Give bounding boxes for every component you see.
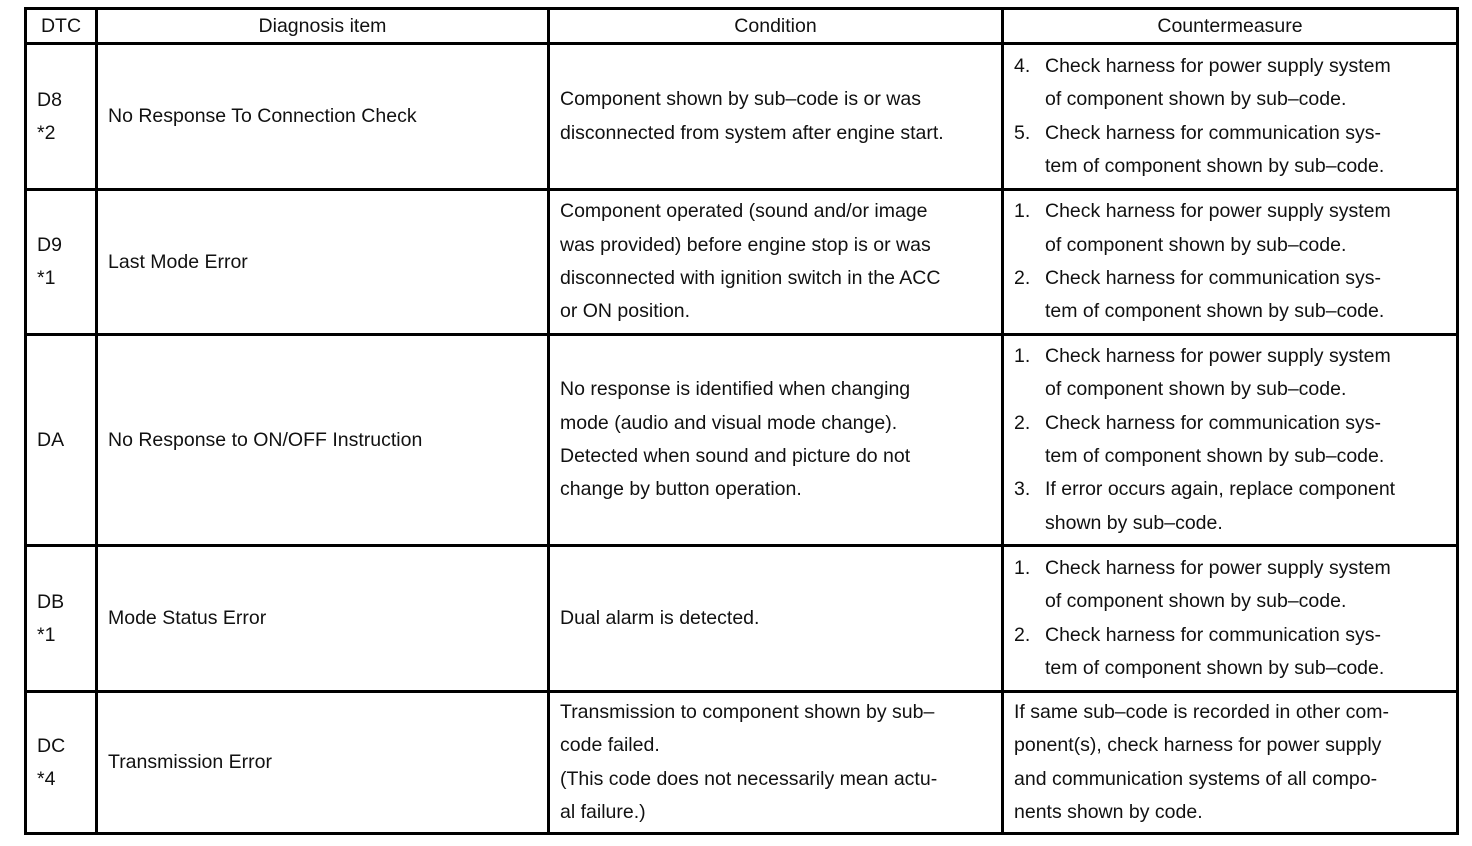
countermeasure-cell (1003, 335, 1458, 546)
condition-line: code failed. (560, 734, 660, 757)
step-line: tem of component shown by sub–code. (1045, 154, 1385, 177)
step-number: 2. (1014, 411, 1031, 434)
step-number: 2. (1014, 267, 1031, 289)
condition-cell (549, 190, 1003, 335)
dtc-cell (26, 190, 97, 335)
table-row (26, 190, 1458, 335)
dtc-cell (26, 44, 97, 190)
dtc-cell (26, 546, 97, 692)
step-line: tem of component shown by sub–code. (1045, 445, 1385, 467)
countermeasure-step (1014, 619, 1448, 686)
condition-cell (549, 692, 1003, 834)
step-line: shown by sub–code. (1045, 511, 1223, 534)
countermeasure-step (1014, 50, 1448, 117)
step-line: Check harness for power supply system (1045, 200, 1391, 223)
dtc-code: DC (37, 734, 66, 757)
step-line: Check harness for communication sys- (1045, 121, 1381, 144)
condition-line: Dual alarm is detected. (560, 606, 760, 629)
countermeasure-cell (1003, 44, 1458, 190)
dtc-code: D8 (37, 88, 62, 111)
condition-line: mode (audio and visual mode change). (560, 411, 898, 434)
header-dtc: DTC (26, 9, 97, 44)
header-row (26, 9, 1458, 44)
table-row (26, 692, 1458, 834)
step-line: of component shown by sub–code. (1045, 88, 1347, 111)
step-number: 1. (1014, 556, 1031, 579)
countermeasure-cell (1003, 546, 1458, 692)
table-row (26, 546, 1458, 692)
dtc-cell (26, 335, 97, 546)
step-line: Check harness for power supply system (1045, 345, 1391, 368)
step-line: tem of component shown by sub–code. (1045, 656, 1385, 679)
step-number: 5. (1014, 121, 1031, 144)
dtc-code: DB (37, 590, 65, 613)
step-line: of component shown by sub–code. (1045, 233, 1347, 256)
header-condition: Condition (549, 9, 1003, 44)
step-line: Check harness for power supply system (1045, 556, 1391, 579)
countermeasure-step (1014, 262, 1448, 329)
step-line: If error occurs again, replace component (1045, 478, 1396, 501)
condition-cell (549, 335, 1003, 546)
step-number: 1. (1014, 200, 1031, 223)
step-line: Check harness for communication sys- (1045, 411, 1381, 434)
dtc-code: D9 (37, 234, 62, 256)
countermeasure-step (1014, 473, 1448, 540)
condition-line: Component operated (sound and/or image (560, 200, 928, 223)
diagnosis-item: Transmission Error (97, 692, 549, 834)
condition-line: disconnected with ignition switch in the ACC (560, 267, 941, 289)
step-line: Check harness for power supply system (1045, 54, 1391, 77)
condition-cell (549, 44, 1003, 190)
countermeasure-line: nents shown by code. (1014, 800, 1203, 823)
countermeasure-step (1014, 117, 1448, 184)
table-row (26, 335, 1458, 546)
countermeasure-step (1014, 552, 1448, 619)
condition-line: was provided) before engine stop is or was (560, 233, 931, 256)
header-countermeasure: Countermeasure (1003, 9, 1458, 44)
countermeasure-line: and communication systems of all compo- (1014, 767, 1378, 790)
condition-cell (549, 546, 1003, 692)
condition-line: Detected when sound and picture do not (560, 445, 911, 467)
condition-line: disconnected from system after engine start. (560, 121, 944, 144)
countermeasure-step (1014, 407, 1448, 474)
dtc-note: *2 (37, 121, 56, 144)
condition-line: change by button operation. (560, 478, 802, 501)
dtc-cell (26, 692, 97, 834)
header-diagnosis-item: Diagnosis item (97, 9, 549, 44)
step-number: 1. (1014, 345, 1031, 368)
diagnosis-item: No Response to ON/OFF Instruction (97, 335, 549, 546)
dtc-note: *1 (37, 623, 56, 646)
countermeasure-cell (1003, 692, 1458, 834)
condition-line: al failure.) (560, 800, 646, 823)
step-number: 3. (1014, 478, 1031, 501)
diagnosis-item: No Response To Connection Check (97, 44, 549, 190)
step-number: 4. (1014, 54, 1031, 77)
dtc-code: DA (37, 428, 65, 451)
condition-line: or ON position. (560, 300, 691, 323)
countermeasure-cell (1003, 190, 1458, 335)
table-row (26, 44, 1458, 190)
condition-line: Component shown by sub–code is or was (560, 88, 921, 111)
countermeasure-line: If same sub–code is recorded in other com- (1014, 700, 1390, 723)
condition-line: Transmission to component shown by sub– (560, 700, 935, 723)
condition-line: (This code does not necessarily mean actu- (560, 767, 938, 790)
countermeasure-line: ponent(s), check harness for power supply (1014, 734, 1382, 757)
step-line: Check harness for communication sys- (1045, 623, 1381, 646)
countermeasure-step (1014, 195, 1448, 262)
step-line: tem of component shown by sub–code. (1045, 300, 1385, 323)
dtc-note: *4 (37, 767, 56, 790)
dtc-note: *1 (37, 267, 56, 289)
condition-line: No response is identified when changing (560, 378, 911, 401)
step-line: Check harness for communication sys- (1045, 267, 1381, 289)
diagnosis-item: Last Mode Error (97, 190, 549, 335)
step-line: of component shown by sub–code. (1045, 590, 1347, 613)
diagnosis-item: Mode Status Error (97, 546, 549, 692)
step-line: of component shown by sub–code. (1045, 378, 1347, 401)
dtc-table (24, 7, 1459, 835)
countermeasure-step (1014, 340, 1448, 407)
step-number: 2. (1014, 623, 1031, 646)
